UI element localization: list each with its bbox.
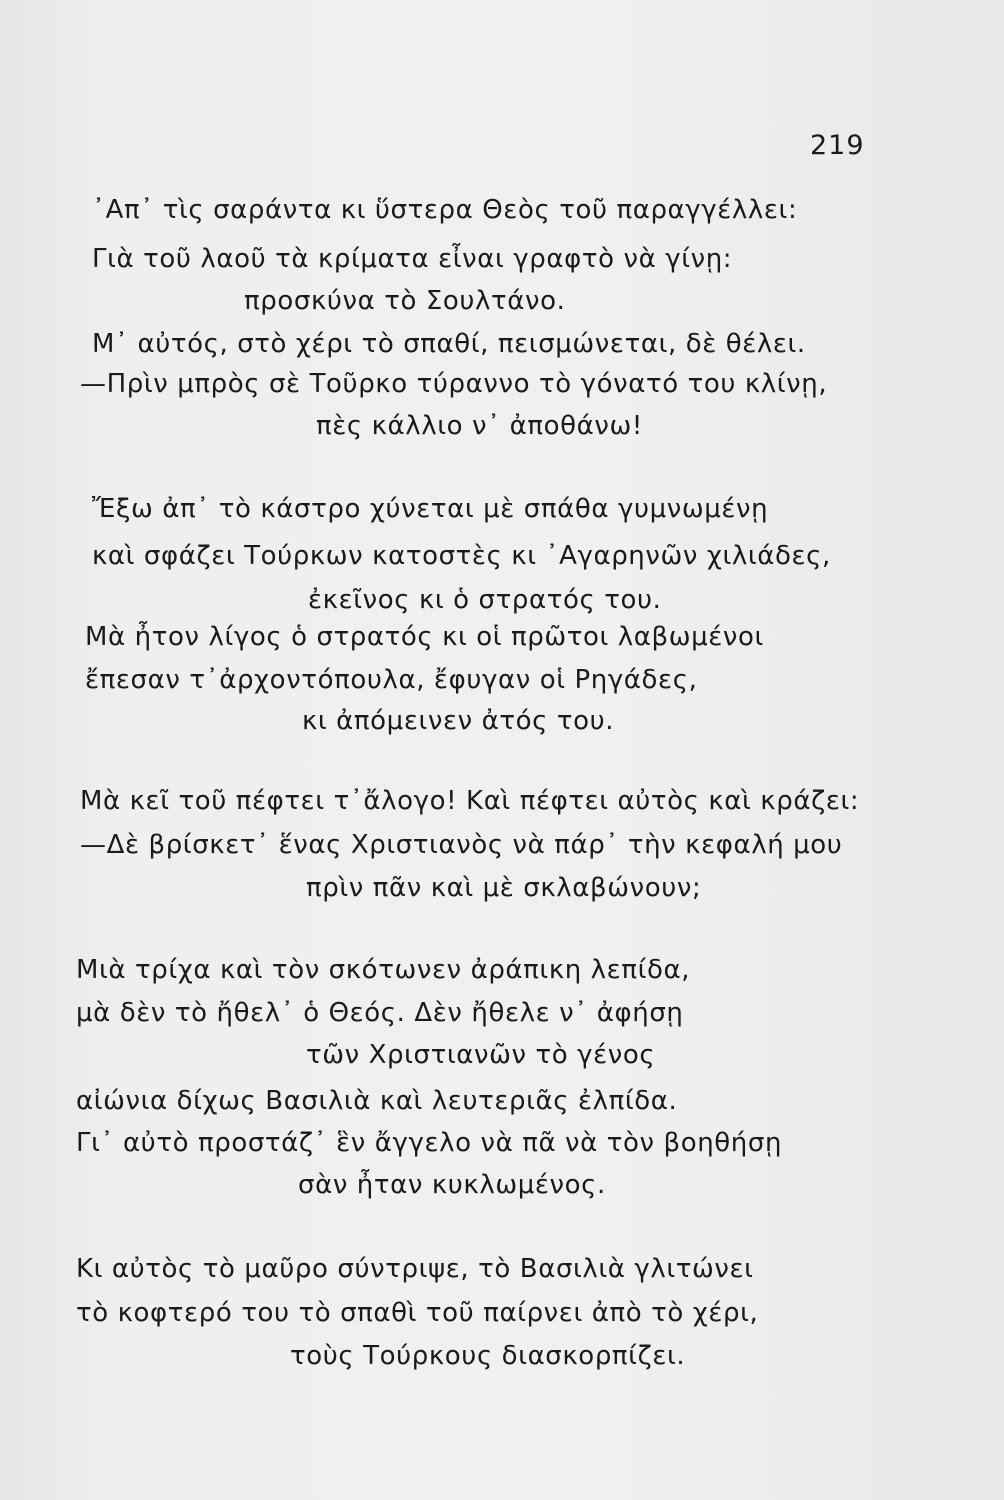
poem-line: τοὺς Τούρκους διασκορπίζει. [290, 1341, 686, 1371]
poem-line: Μὰ ἦτον λίγος ὁ στρατός κι οἱ πρῶτοι λαβωμένοι [85, 622, 764, 652]
poem-line: Γιὰ τοῦ λαοῦ τὰ κρίματα εἶναι γραφτὸ νὰ γίνῃ: [92, 244, 733, 274]
poem-line: ἔπεσαν τ᾿ἀρχοντόπουλα, ἔφυγαν οἱ Ρηγάδες, [85, 665, 698, 695]
poem-line: Μὰ κεῖ τοῦ πέφτει τ᾿ἄλογο! Καὶ πέφτει αὐτὸς καὶ κράζει: [80, 786, 860, 816]
poem-line: τῶν Χριστιανῶν τὸ γένος [306, 1040, 656, 1070]
poem-line: Γι᾿ αὐτὸ προστάζ᾿ ἓν ἄγγελο νὰ πᾶ νὰ τὸν βοηθήσῃ [76, 1128, 783, 1158]
poem-line: Ἔξω ἀπ᾿ τὸ κάστρο χύνεται μὲ σπάθα γυμνωμένῃ [92, 494, 769, 524]
poem-line: μὰ δὲν τὸ ἤθελ᾿ ὁ Θεός. Δὲν ἤθελε ν᾿ ἀφήσῃ [76, 998, 684, 1028]
poem-line: ἐκεῖνος κι ὁ στρατός του. [308, 585, 662, 615]
poem-line: σὰν ἦταν κυκλωμένος. [298, 1170, 606, 1200]
poem-line: προσκύνα τὸ Σουλτάνο. [244, 286, 566, 316]
poem-line: αἰώνια δίχως Βασιλιὰ καὶ λευτεριᾶς ἐλπίδα. [76, 1086, 678, 1116]
poem-line: καὶ σφάζει Τούρκων κατοστὲς κι ᾿Αγαρηνῶν χιλιάδες, [92, 541, 831, 571]
poem-line: κι ἀπόμεινεν ἀτός του. [302, 706, 615, 736]
page-number: 219 [810, 130, 865, 161]
poem-line: Κι αὐτὸς τὸ μαῦρο σύντριψε, τὸ Βασιλιὰ γλιτώνει [76, 1254, 754, 1284]
poem-line: τὸ κοφτερό του τὸ σπαθὶ τοῦ παίρνει ἀπὸ τὸ χέρι, [76, 1298, 759, 1328]
poem-line: —Πρὶν μπρὸς σὲ Τοῦρκο τύραννο τὸ γόνατό του κλίνῃ, [80, 369, 828, 399]
poem-line: πὲς κάλλιο ν᾿ ἀποθάνω! [316, 411, 643, 441]
poem-line: πρὶν πᾶν καὶ μὲ σκλαβώνουν; [306, 873, 702, 903]
poem-line: Μιὰ τρίχα καὶ τὸν σκότωνεν ἀράπικη λεπίδα, [76, 955, 691, 985]
poem-line: Μ᾿ αὐτός, στὸ χέρι τὸ σπαθί, πεισμώνεται, δὲ θέλει. [92, 329, 806, 359]
poem-line: —Δὲ βρίσκετ᾿ ἕνας Χριστιανὸς νὰ πάρ᾿ τὴν κεφαλή μου [80, 830, 843, 860]
poem-line: ᾿Απ᾿ τὶς σαράντα κι ὕστερα Θεὸς τοῦ παραγγέλλει: [92, 195, 798, 225]
